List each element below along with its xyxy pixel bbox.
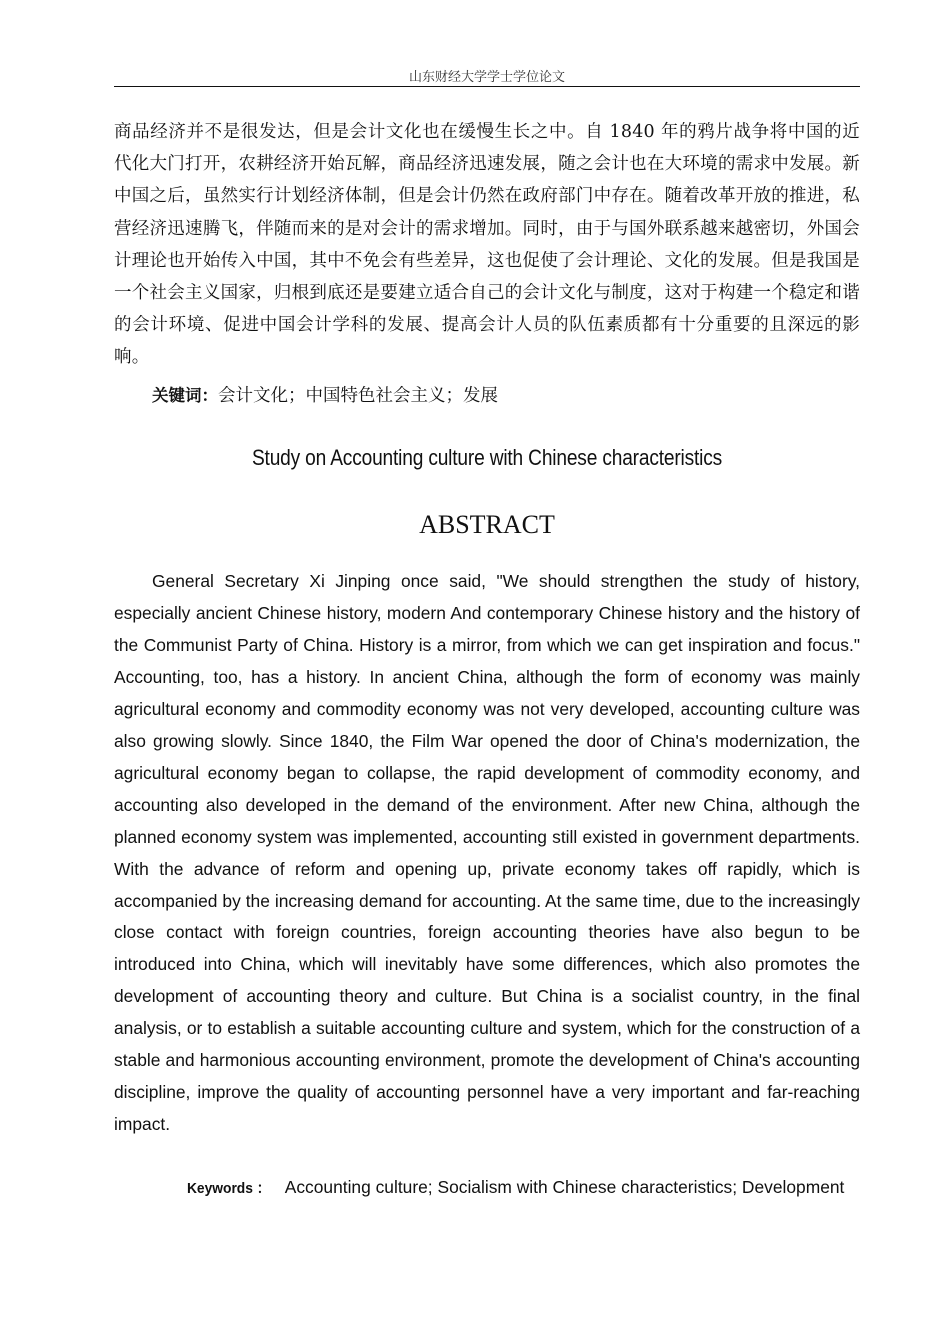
chinese-keywords [152, 381, 860, 411]
english-abstract-body: General Secretary Xi Jinping once said, "We should strengthen the study of history, especially ancient Chinese history, modern And contemporary Chinese history and the history of the Communist Party of China. History is a mirror, from which we can get inspiration and focus." Accounting, too, has a history. In ancient China, although the form of economy was mainly agricultural economy and commodity economy was not very developed, accounting culture was also growing slowly. Since 1840, the Film War opened the door of China's modernization, the agricultural economy began to collapse, the rapid development of commodity economy, and accounting also developed in the demand of the environment. After new China, although the planned economy system was implemented, accounting still existed in government departments. With the advance of reform and opening up, private economy takes off rapidly, which is accompanied by the increasing demand for accounting. At the same time, due to the increasingly close contact with foreign countries, foreign accounting theories have also begun to be introduced into China, which will inevitably have some differences, which also promotes the development of accounting theory and culture. But China is a socialist country, in the final analysis, or to establish a suitable accounting culture and system, which for the construction of a stable and harmonious accounting environment, promote the development of China's accounting discipline, improve the quality of accounting personnel have a very important and far-reaching impact. [114, 571, 860, 1135]
english-keywords [114, 1172, 860, 1204]
header-rule [114, 86, 860, 87]
english-title: Study on Accounting culture with Chinese characteristics [251, 445, 723, 470]
chinese-keywords-label: 关键词： [152, 386, 218, 405]
chinese-abstract-body: 商品经济并不是很发达，但是会计文化也在缓慢生长之中。自 1840 年的鸦片战争将中国的近代化大门打开，农耕经济开始瓦解，商品经济迅速发展，随之会计也在大环境的需求中发展。新中国之后，虽然实行计划经济体制，但是会计仍然在政府部门中存在。随着改革开放的推进，私营经济迅速腾飞，伴随而来的是对会计的需求增加。同时，由于与国外联系越来越密切，外国会计理论也开始传入中国，其中不免会有些差异，这也促使了会计理论、文化的发展。但是我国是一个社会主义国家，归根到底还是要建立适合自己的会计文化与制度，这对于构建一个稳定和谐的会计环境、促进中国会计学科的发展、提高会计人员的队伍素质都有十分重要的且深远的影响。 [114, 122, 860, 368]
running-header: 山东财经大学学士学位论文 [408, 70, 565, 85]
chinese-keywords-text: 会计文化；中国特色社会主义；发展 [218, 386, 498, 406]
abstract-heading: ABSTRACT [419, 510, 555, 539]
english-keywords-label: Keywords ： [186, 1180, 271, 1197]
english-keywords-text: Accounting culture; Socialism with Chinese characteristics; Development [284, 1177, 845, 1197]
